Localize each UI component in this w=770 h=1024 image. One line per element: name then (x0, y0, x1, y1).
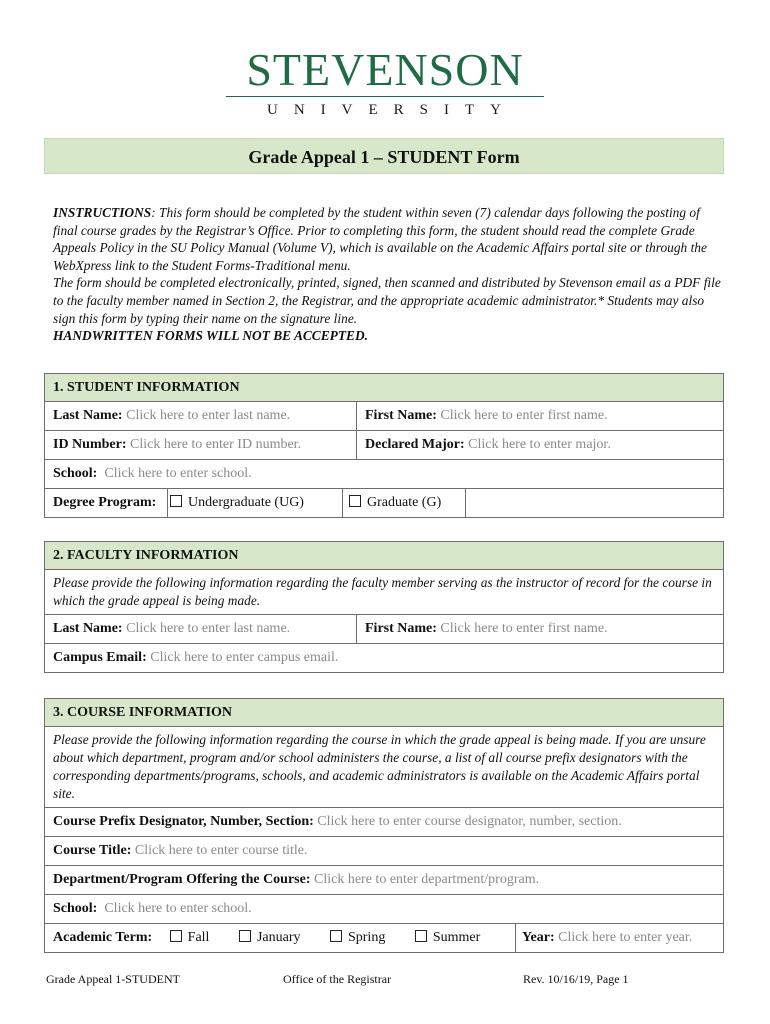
field-label: Department/Program Offering the Course: (53, 872, 311, 887)
graduate-checkbox[interactable] (342, 489, 465, 517)
student-first-name-field[interactable] (356, 402, 723, 430)
field-label: Declared Major: (365, 437, 465, 452)
footer-office: Office of the Registrar (283, 972, 392, 986)
logo-wordmark: STEVENSON (246, 44, 524, 95)
field-label: ID Number: (53, 437, 127, 452)
degree-program-label: Degree Program: (53, 495, 157, 510)
course-prefix-row (45, 808, 723, 837)
student-id-row (45, 431, 723, 460)
option-label: January (256, 930, 301, 945)
section-description: Please provide the following information regarding the faculty member serving as the instructor of record for the course in which the grade appeal is being made. (45, 570, 723, 615)
student-school-row (45, 460, 723, 489)
degree-program-row (45, 489, 723, 517)
field-placeholder: Click here to enter school. (104, 901, 252, 916)
option-label: Summer (432, 930, 481, 945)
option-label: Undergraduate (UG) (188, 495, 304, 510)
undergraduate-checkbox[interactable] (167, 489, 342, 517)
field-label: Last Name: (53, 621, 123, 636)
department-row (45, 866, 723, 895)
course-information-section (44, 698, 724, 953)
empty-cell (465, 489, 723, 517)
field-placeholder: Click here to enter last name. (126, 621, 291, 636)
instructions-paragraph-1 (53, 204, 721, 274)
option-label: Graduate (G) (367, 495, 442, 510)
course-title-row (45, 837, 723, 866)
footer-revision: Rev. 10/16/19, Page 1 (523, 972, 629, 986)
field-placeholder: Click here to enter department/program. (314, 872, 540, 887)
course-school-field[interactable] (45, 895, 723, 923)
field-label: School: (53, 901, 98, 916)
course-school-row (45, 895, 723, 924)
student-last-name-field[interactable] (45, 402, 356, 430)
faculty-email-row (45, 644, 723, 672)
academic-term-cell (45, 924, 515, 952)
field-placeholder: Click here to enter first name. (440, 408, 608, 423)
section-heading: 2. FACULTY INFORMATION (45, 542, 723, 570)
instructions-lead: INSTRUCTIONS (53, 205, 152, 220)
field-label: Last Name: (53, 408, 123, 423)
term-spring-checkbox[interactable] (330, 924, 385, 952)
term-fall-checkbox[interactable] (170, 924, 210, 952)
section-heading: 3. COURSE INFORMATION (45, 699, 723, 727)
field-placeholder: Click here to enter major. (468, 437, 611, 452)
instructions-text-1: : This form should be completed by the student within seven (7) calendar days following the posting of final course grades by the Registrar’s Office. Prior to completing this form, the student should read the complete Grade Appeals Policy in the SU Policy Manual (Volume V), which is available on the Academic Affairs portal site or through the WebXpress link to the Student Forms-Traditional menu. (53, 205, 707, 273)
term-summer-checkbox[interactable] (415, 924, 480, 952)
checkbox-icon (330, 930, 342, 942)
footer-form-name: Grade Appeal 1-STUDENT (46, 972, 180, 986)
field-label: Year: (522, 930, 555, 945)
field-label: Course Title: (53, 843, 132, 858)
field-placeholder: Click here to enter ID number. (130, 437, 302, 452)
option-label: Fall (187, 930, 210, 945)
logo-subtitle: UNIVERSITY (267, 102, 517, 118)
checkbox-icon (349, 495, 361, 507)
academic-term-label: Academic Term: (53, 930, 153, 945)
section-heading: 1. STUDENT INFORMATION (45, 374, 723, 402)
faculty-name-row (45, 615, 723, 644)
field-label: School: (53, 466, 98, 481)
field-placeholder: Click here to enter first name. (440, 621, 608, 636)
department-program-field[interactable] (45, 866, 723, 894)
academic-term-row (45, 924, 723, 952)
field-placeholder: Click here to enter course title. (134, 843, 308, 858)
campus-email-field[interactable] (45, 644, 723, 672)
field-label: First Name: (365, 408, 437, 423)
student-id-field[interactable] (45, 431, 356, 459)
checkbox-icon (170, 495, 182, 507)
form-title: Grade Appeal 1 – STUDENT Form (44, 138, 724, 174)
course-title-field[interactable] (45, 837, 723, 865)
section-description: Please provide the following information regarding the course in which the grade appeal is being made. If you are unsure about which department, program and/or school administers the course, a list of all course prefix designators with the corresponding departments/programs, schools, and academic administrators is available on the Academic Affairs portal site. (45, 727, 723, 808)
university-logo (0, 44, 770, 119)
student-name-row (45, 402, 723, 431)
field-placeholder: Click here to enter last name. (126, 408, 291, 423)
field-label: First Name: (365, 621, 437, 636)
declared-major-field[interactable] (356, 431, 723, 459)
field-placeholder: Click here to enter course designator, number, section. (317, 814, 622, 829)
field-placeholder: Click here to enter year. (558, 930, 693, 945)
field-placeholder: Click here to enter campus email. (150, 650, 339, 665)
term-january-checkbox[interactable] (239, 924, 301, 952)
year-field[interactable] (515, 924, 723, 952)
instructions-warning: HANDWRITTEN FORMS WILL NOT BE ACCEPTED. (53, 328, 368, 344)
student-school-field[interactable] (45, 460, 723, 488)
student-information-section (44, 373, 724, 518)
option-label: Spring (347, 930, 386, 945)
faculty-first-name-field[interactable] (356, 615, 723, 643)
checkbox-icon (415, 930, 427, 942)
field-placeholder: Click here to enter school. (104, 466, 252, 481)
checkbox-icon (239, 930, 251, 942)
faculty-last-name-field[interactable] (45, 615, 356, 643)
faculty-information-section (44, 541, 724, 673)
field-label: Course Prefix Designator, Number, Section: (53, 814, 314, 829)
checkbox-icon (170, 930, 182, 942)
instructions-block (53, 204, 721, 345)
field-label: Campus Email: (53, 650, 147, 665)
instructions-text-2: The form should be completed electronically, printed, signed, then scanned and distributed by Stevenson email as a PDF file to the faculty member named in Section 2, the Registrar, and the appropriate academic administrator.* Students may also sign this form by typing their name on the signature line. (53, 275, 721, 326)
logo-divider (226, 96, 544, 97)
course-prefix-field[interactable] (45, 808, 723, 836)
